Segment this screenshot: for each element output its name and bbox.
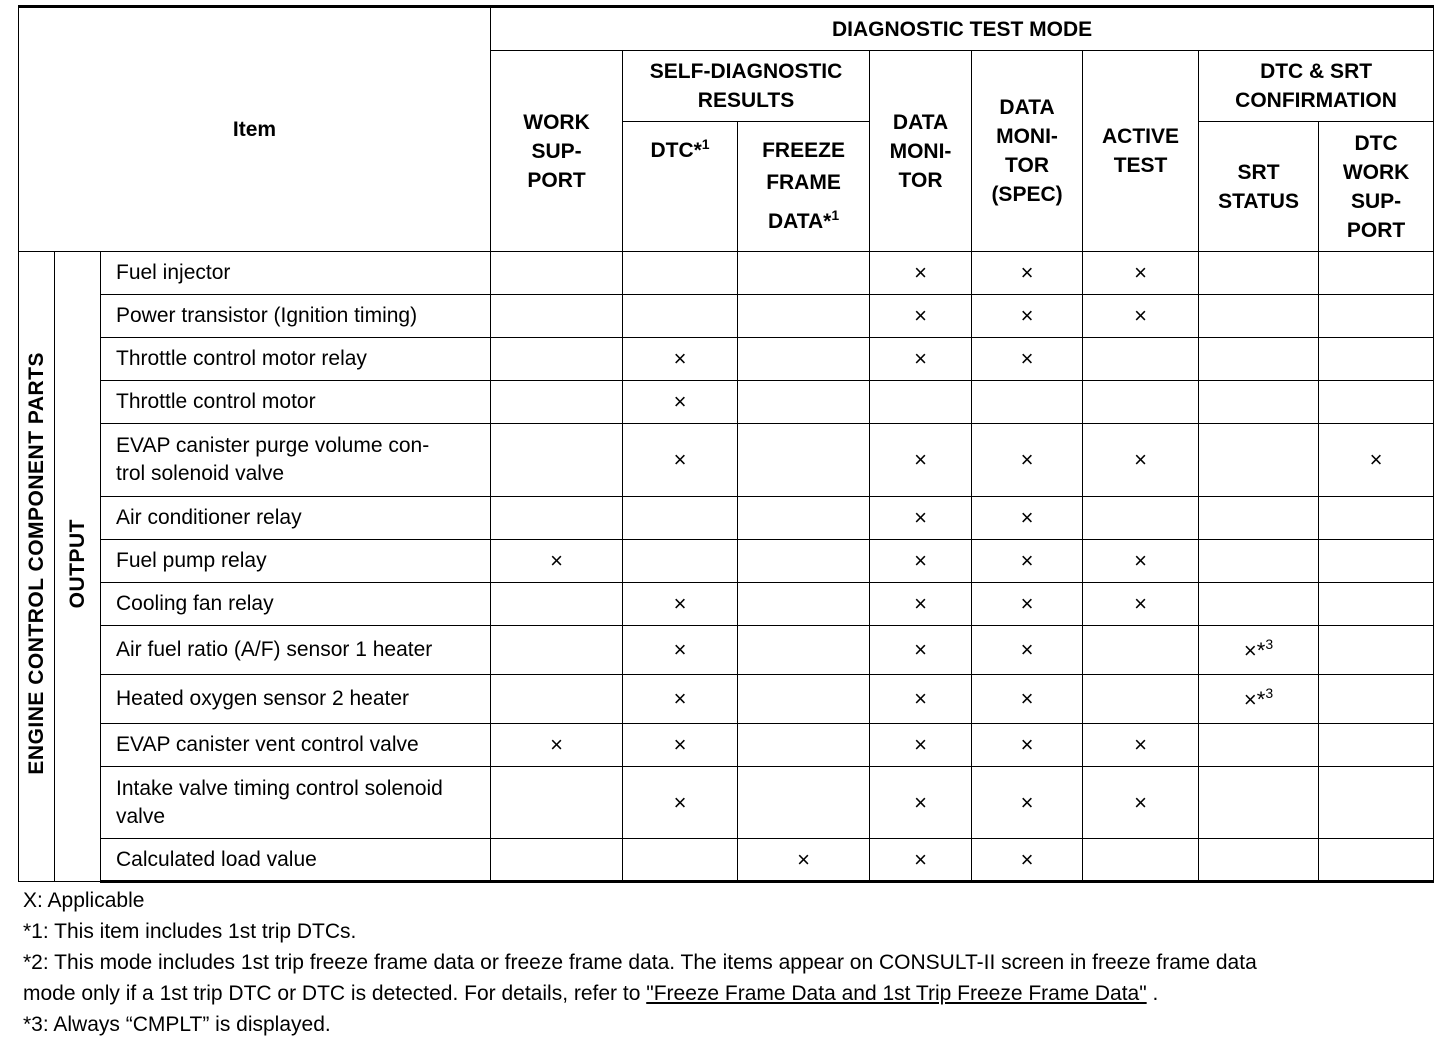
data-monitor-header: DATA MONI- TOR — [870, 51, 972, 252]
dtc-cell — [623, 497, 738, 540]
dtc-work-support-cell — [1319, 839, 1434, 882]
applicable-mark: × — [673, 346, 687, 371]
data-monitor-spec-cell — [972, 583, 1083, 626]
dtc-header: DTC*$^1$ — [623, 122, 738, 252]
dtc-cell — [623, 583, 738, 626]
note-3: *3: Always “CMPLT” is displayed. — [23, 1013, 331, 1036]
data-monitor-spec-cell — [972, 497, 1083, 540]
freeze-frame-data-link[interactable]: "Freeze Frame Data and 1st Trip Freeze Frame Data" — [646, 982, 1147, 1005]
note-2-line-1: *2: This mode includes 1st trip freeze frame data or freeze frame data. The items appear on CONSULT-II screen in freeze frame data — [23, 951, 1257, 974]
table-row — [19, 424, 1434, 497]
item-name: Cooling fan relay — [101, 583, 491, 626]
diagnostic-test-mode-header: DIAGNOSTIC TEST MODE — [491, 7, 1434, 51]
applicable-mark: × — [673, 732, 687, 757]
data-monitor-spec-cell — [972, 767, 1083, 839]
applicable-mark: × — [1020, 789, 1034, 815]
applicable-mark: × — [1134, 548, 1147, 573]
applicable-mark: × — [673, 637, 687, 662]
applicable-mark: × — [1020, 346, 1034, 371]
table-row — [19, 540, 1434, 583]
item-name: Heated oxygen sensor 2 heater — [101, 675, 491, 724]
applicable-mark: × — [1134, 591, 1147, 616]
item-name: Fuel injector — [101, 252, 491, 295]
applicable-mark: × — [914, 346, 927, 371]
applicable-mark: ×* — [1243, 687, 1266, 712]
srt-status-cell — [1199, 767, 1319, 839]
table-row — [19, 675, 1434, 724]
subgroup-label: OUTPUT — [55, 252, 101, 882]
srt-status-cell — [1199, 497, 1319, 540]
active-test-cell — [1083, 497, 1199, 540]
data-monitor-cell — [870, 839, 972, 882]
active-test-cell — [1083, 540, 1199, 583]
active-test-cell — [1083, 381, 1199, 424]
dtc-srt-confirmation-header: DTC & SRT CONFIRMATION — [1199, 51, 1434, 122]
freeze-frame-cell — [738, 540, 870, 583]
note-1: *1: This item includes 1st trip DTCs. — [23, 920, 357, 943]
item-name: Intake valve timing control solenoid valve — [101, 767, 491, 839]
data-monitor-spec-cell — [972, 252, 1083, 295]
dtc-work-support-cell — [1319, 675, 1434, 724]
active-test-cell — [1083, 295, 1199, 338]
dtc-work-support-cell — [1319, 295, 1434, 338]
applicable-mark: × — [1020, 591, 1034, 616]
data-monitor-cell — [870, 295, 972, 338]
applicable-mark: × — [673, 789, 687, 815]
applicable-mark: × — [1020, 260, 1034, 285]
data-monitor-spec-cell — [972, 381, 1083, 424]
freeze-frame-cell — [738, 675, 870, 724]
applicable-mark: × — [914, 303, 927, 328]
item-name: Throttle control motor relay — [101, 338, 491, 381]
active-test-cell — [1083, 724, 1199, 767]
work-support-cell — [491, 338, 623, 381]
diagnostic-mode-table — [18, 5, 1434, 883]
srt-status-cell — [1199, 583, 1319, 626]
applicable-mark: × — [550, 548, 563, 573]
dtc-work-support-cell — [1319, 252, 1434, 295]
srt-status-cell — [1199, 724, 1319, 767]
freeze-frame-cell — [738, 295, 870, 338]
applicable-mark: × — [1020, 505, 1034, 530]
applicable-mark: × — [1020, 447, 1034, 472]
dtc-work-support-cell — [1319, 424, 1434, 497]
self-diagnostic-header: SELF-DIAGNOSTIC RESULTS — [623, 51, 870, 122]
active-test-cell — [1083, 338, 1199, 381]
applicable-mark: × — [1020, 303, 1034, 328]
srt-status-cell — [1199, 424, 1319, 497]
table-row — [19, 839, 1434, 882]
srt-status-cell — [1199, 540, 1319, 583]
work-support-cell — [491, 583, 623, 626]
data-monitor-spec-cell — [972, 338, 1083, 381]
table-row — [19, 338, 1434, 381]
applicable-mark: × — [1020, 846, 1034, 872]
note-applicable: X: Applicable — [23, 889, 145, 912]
applicable-mark: × — [1134, 732, 1147, 757]
applicable-mark: × — [914, 548, 927, 573]
srt-status-cell — [1199, 839, 1319, 882]
active-test-cell — [1083, 767, 1199, 839]
data-monitor-cell — [870, 252, 972, 295]
data-monitor-spec-cell — [972, 295, 1083, 338]
note-2-line-2: mode only if a 1st trip DTC or DTC is detected. For details, refer to "Freeze Frame Data and 1st Trip Freeze Frame Data" . — [23, 982, 1159, 1005]
dtc-cell — [623, 540, 738, 583]
applicable-mark: × — [1369, 447, 1383, 472]
work-support-cell — [491, 767, 623, 839]
active-test-cell — [1083, 626, 1199, 675]
freeze-frame-cell — [738, 767, 870, 839]
applicable-mark: × — [1134, 260, 1147, 285]
data-monitor-spec-cell — [972, 724, 1083, 767]
work-support-header: WORK SUP- PORT — [491, 51, 623, 252]
dtc-cell — [623, 724, 738, 767]
active-test-cell — [1083, 252, 1199, 295]
applicable-mark: × — [914, 447, 927, 472]
freeze-frame-cell — [738, 724, 870, 767]
srt-status-cell — [1199, 252, 1319, 295]
table-row — [19, 583, 1434, 626]
work-support-cell — [491, 295, 623, 338]
active-test-cell — [1083, 839, 1199, 882]
freeze-frame-cell — [738, 381, 870, 424]
dtc-cell — [623, 675, 738, 724]
dtc-cell — [623, 626, 738, 675]
data-monitor-spec-cell — [972, 626, 1083, 675]
freeze-frame-cell — [738, 424, 870, 497]
item-header: Item — [19, 7, 491, 252]
data-monitor-cell — [870, 767, 972, 839]
work-support-cell — [491, 626, 623, 675]
work-support-cell — [491, 540, 623, 583]
work-support-cell — [491, 675, 623, 724]
dtc-cell — [623, 295, 738, 338]
dtc-work-support-cell — [1319, 767, 1434, 839]
work-support-cell — [491, 724, 623, 767]
work-support-cell — [491, 497, 623, 540]
item-name: Fuel pump relay — [101, 540, 491, 583]
item-name: Calculated load value — [101, 839, 491, 882]
dtc-cell — [623, 252, 738, 295]
applicable-mark: × — [673, 686, 687, 711]
table-row — [19, 724, 1434, 767]
freeze-frame-cell — [738, 839, 870, 882]
dtc-work-support-cell — [1319, 497, 1434, 540]
applicable-mark: × — [1134, 303, 1147, 328]
dtc-cell — [623, 839, 738, 882]
dtc-cell — [623, 381, 738, 424]
item-name: EVAP canister purge volume con- trol solenoid valve — [101, 424, 491, 497]
item-name: Power transistor (Ignition timing) — [101, 295, 491, 338]
work-support-cell — [491, 424, 623, 497]
footnotes — [23, 885, 1435, 1040]
active-test-cell — [1083, 583, 1199, 626]
data-monitor-cell — [870, 675, 972, 724]
data-monitor-spec-cell — [972, 540, 1083, 583]
table-row — [19, 381, 1434, 424]
freeze-frame-cell — [738, 626, 870, 675]
data-monitor-spec-cell — [972, 424, 1083, 497]
freeze-frame-cell — [738, 583, 870, 626]
active-test-cell — [1083, 675, 1199, 724]
applicable-mark: × — [673, 591, 687, 616]
item-name: Throttle control motor — [101, 381, 491, 424]
work-support-cell — [491, 839, 623, 882]
data-monitor-cell — [870, 540, 972, 583]
table-row — [19, 497, 1434, 540]
data-monitor-cell — [870, 626, 972, 675]
srt-status-cell: ×*$^3$ — [1199, 626, 1319, 675]
srt-status-header: SRT STATUS — [1199, 122, 1319, 252]
work-support-cell — [491, 252, 623, 295]
dtc-work-support-cell — [1319, 540, 1434, 583]
data-monitor-spec-header: DATA MONI- TOR (SPEC) — [972, 51, 1083, 252]
applicable-mark: × — [673, 447, 687, 472]
applicable-mark: × — [797, 846, 810, 872]
active-test-cell — [1083, 424, 1199, 497]
applicable-mark: × — [914, 732, 927, 757]
applicable-mark: ×* — [1243, 638, 1266, 663]
data-monitor-cell — [870, 381, 972, 424]
data-monitor-cell — [870, 497, 972, 540]
applicable-mark: × — [914, 260, 927, 285]
applicable-mark: × — [550, 732, 563, 757]
applicable-mark: × — [1134, 447, 1147, 472]
active-test-header: ACTIVE TEST — [1083, 51, 1199, 252]
dtc-work-support-cell — [1319, 381, 1434, 424]
data-monitor-cell — [870, 424, 972, 497]
applicable-mark: × — [1020, 548, 1034, 573]
srt-status-cell — [1199, 338, 1319, 381]
data-monitor-cell — [870, 338, 972, 381]
item-name: EVAP canister vent control valve — [101, 724, 491, 767]
dtc-work-support-cell — [1319, 626, 1434, 675]
data-monitor-cell — [870, 583, 972, 626]
table-row — [19, 626, 1434, 675]
applicable-mark: × — [914, 789, 927, 815]
srt-status-cell: ×*$^3$ — [1199, 675, 1319, 724]
group-label: ENGINE CONTROL COMPONENT PARTS — [19, 252, 55, 882]
applicable-mark: × — [914, 505, 927, 530]
applicable-mark: × — [1020, 686, 1034, 711]
data-monitor-spec-cell — [972, 839, 1083, 882]
freeze-frame-cell — [738, 338, 870, 381]
applicable-mark: × — [914, 686, 927, 711]
dtc-cell — [623, 424, 738, 497]
dtc-work-support-cell — [1319, 724, 1434, 767]
work-support-cell — [491, 381, 623, 424]
applicable-mark: × — [673, 389, 687, 414]
data-monitor-spec-cell — [972, 675, 1083, 724]
srt-status-cell — [1199, 381, 1319, 424]
applicable-mark: × — [914, 846, 927, 872]
applicable-mark: × — [1134, 789, 1147, 815]
dtc-work-support-cell — [1319, 583, 1434, 626]
table-row — [19, 295, 1434, 338]
freeze-frame-cell — [738, 252, 870, 295]
table-row — [19, 767, 1434, 839]
freeze-frame-header: FREEZE FRAME DATA*$^1$ — [738, 122, 870, 252]
item-name: Air fuel ratio (A/F) sensor 1 heater — [101, 626, 491, 675]
applicable-mark: × — [1020, 732, 1034, 757]
table-row — [19, 252, 1434, 295]
item-name: Air conditioner relay — [101, 497, 491, 540]
applicable-mark: × — [1020, 637, 1034, 662]
data-monitor-cell — [870, 724, 972, 767]
dtc-cell — [623, 338, 738, 381]
applicable-mark: × — [914, 591, 927, 616]
dtc-work-support-header: DTC WORK SUP- PORT — [1319, 122, 1434, 252]
dtc-cell — [623, 767, 738, 839]
srt-status-cell — [1199, 295, 1319, 338]
dtc-work-support-cell — [1319, 338, 1434, 381]
freeze-frame-cell — [738, 497, 870, 540]
applicable-mark: × — [914, 637, 927, 662]
